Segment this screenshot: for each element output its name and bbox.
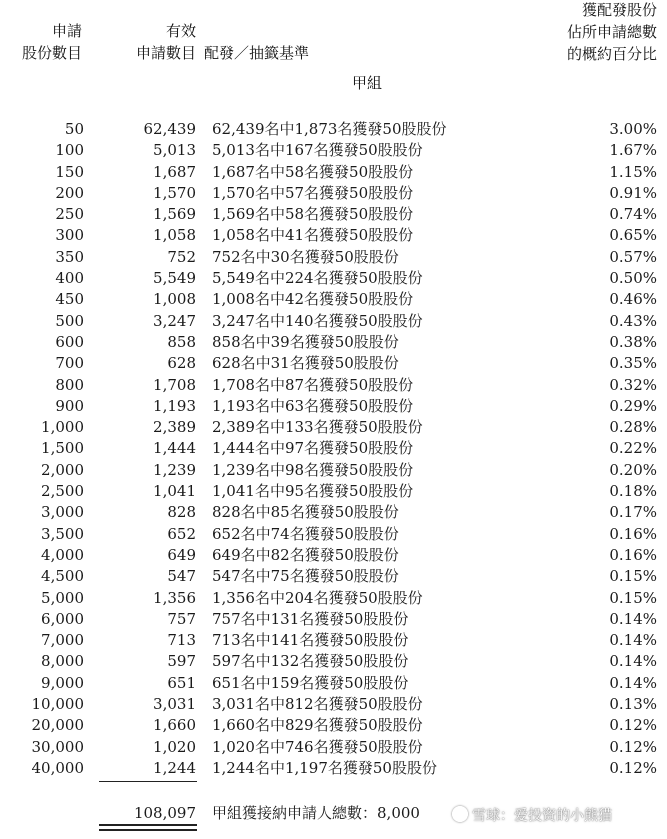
row-valid-applications: 651 <box>167 673 196 692</box>
total-accepted-applicants-label: 甲組獲接納申請人總數：8,000 <box>212 804 420 822</box>
row-valid-applications: 1,708 <box>153 375 196 394</box>
row-allotment-basis: 649名中82名獲發50股股份 <box>212 545 399 564</box>
row-allotment-percentage: 0.14% <box>609 652 657 671</box>
header-valid-line2: 申請數目 <box>135 44 196 62</box>
allotment-table-body <box>0 119 667 779</box>
row-valid-applications: 1,570 <box>153 183 196 202</box>
table-row <box>0 438 667 459</box>
row-allotment-basis: 1,058名中41名獲發50股股份 <box>212 226 414 245</box>
row-allotment-percentage: 0.13% <box>609 695 657 714</box>
row-allotment-percentage: 0.12% <box>609 758 657 777</box>
total-valid-applications: 108,097 <box>133 804 196 822</box>
total-double-rule-1 <box>99 824 197 826</box>
table-row <box>0 119 667 140</box>
row-allotment-percentage: 0.14% <box>609 609 657 628</box>
row-valid-applications: 828 <box>167 503 196 522</box>
row-applied-shares: 100 <box>55 141 84 160</box>
table-row <box>0 268 667 289</box>
row-applied-shares: 7,000 <box>41 631 84 650</box>
row-applied-shares: 800 <box>55 375 84 394</box>
row-valid-applications: 5,013 <box>153 141 196 160</box>
table-row <box>0 524 667 545</box>
row-allotment-percentage: 0.20% <box>609 460 657 479</box>
row-allotment-percentage: 0.12% <box>609 737 657 756</box>
row-allotment-percentage: 0.17% <box>609 503 657 522</box>
row-applied-shares: 8,000 <box>41 652 84 671</box>
row-valid-applications: 649 <box>167 545 196 564</box>
header-apply-shares-line1: 申請 <box>51 22 82 40</box>
row-allotment-percentage: 1.15% <box>609 162 657 181</box>
header-pct-line1: 獲配發股份 <box>581 1 657 19</box>
row-valid-applications: 1,193 <box>153 396 196 415</box>
row-applied-shares: 1,000 <box>41 418 84 437</box>
row-allotment-percentage: 0.74% <box>609 205 657 224</box>
row-allotment-basis: 5,013名中167名獲發50股股份 <box>212 141 423 160</box>
table-row <box>0 289 667 310</box>
table-row <box>0 758 667 779</box>
table-row <box>0 375 667 396</box>
table-row <box>0 715 667 736</box>
row-allotment-percentage: 0.91% <box>609 183 657 202</box>
table-row <box>0 694 667 715</box>
row-allotment-basis: 858名中39名獲發50股股份 <box>212 332 399 351</box>
table-row <box>0 417 667 438</box>
header-apply-shares <box>6 20 82 64</box>
row-allotment-basis: 652名中74名獲發50股股份 <box>212 524 399 543</box>
row-allotment-percentage: 0.16% <box>609 545 657 564</box>
row-applied-shares: 600 <box>55 332 84 351</box>
row-applied-shares: 150 <box>55 162 84 181</box>
row-allotment-basis: 2,389名中133名獲發50股股份 <box>212 418 423 437</box>
row-valid-applications: 628 <box>167 354 196 373</box>
row-applied-shares: 2,000 <box>41 460 84 479</box>
row-allotment-basis: 1,660名中829名獲發50股股份 <box>212 716 423 735</box>
watermark-text: 雪球：爱投资的小熊猫 <box>472 808 612 824</box>
row-applied-shares: 40,000 <box>31 758 84 777</box>
row-allotment-percentage: 0.57% <box>609 247 657 266</box>
table-row <box>0 630 667 651</box>
header-allotment-percentage <box>500 0 657 65</box>
row-allotment-percentage: 0.14% <box>609 673 657 692</box>
row-allotment-basis: 547名中75名獲發50股股份 <box>212 567 399 586</box>
watermark <box>452 806 612 826</box>
row-applied-shares: 30,000 <box>31 737 84 756</box>
row-allotment-percentage: 0.22% <box>609 439 657 458</box>
row-valid-applications: 757 <box>167 609 196 628</box>
row-allotment-basis: 1,444名中97名獲發50股股份 <box>212 439 414 458</box>
table-row <box>0 566 667 587</box>
group-title <box>352 72 382 94</box>
row-applied-shares: 3,000 <box>41 503 84 522</box>
row-applied-shares: 300 <box>55 226 84 245</box>
row-allotment-percentage: 0.29% <box>609 396 657 415</box>
row-allotment-percentage: 0.50% <box>609 269 657 288</box>
row-applied-shares: 350 <box>55 247 84 266</box>
row-allotment-basis: 1,239名中98名獲發50股股份 <box>212 460 414 479</box>
row-allotment-basis: 1,570名中57名獲發50股股份 <box>212 183 414 202</box>
row-allotment-percentage: 0.18% <box>609 482 657 501</box>
header-valid-line1: 有效 <box>165 22 196 40</box>
row-allotment-basis: 1,244名中1,197名獲發50股股份 <box>212 758 437 777</box>
row-valid-applications: 1,244 <box>153 758 196 777</box>
header-allotment-basis <box>204 42 309 64</box>
row-allotment-percentage: 0.15% <box>609 567 657 586</box>
row-allotment-percentage: 0.28% <box>609 418 657 437</box>
table-row <box>0 673 667 694</box>
row-applied-shares: 200 <box>55 183 84 202</box>
row-valid-applications: 597 <box>167 652 196 671</box>
row-allotment-percentage: 0.15% <box>609 588 657 607</box>
row-valid-applications: 1,687 <box>153 162 196 181</box>
header-valid-applications <box>110 20 196 64</box>
row-applied-shares: 20,000 <box>31 716 84 735</box>
row-valid-applications: 713 <box>167 631 196 650</box>
table-row <box>0 609 667 630</box>
row-allotment-percentage: 0.16% <box>609 524 657 543</box>
row-allotment-basis: 1,193名中63名獲發50股股份 <box>212 396 414 415</box>
row-applied-shares: 450 <box>55 290 84 309</box>
table-row <box>0 140 667 161</box>
row-valid-applications: 1,020 <box>153 737 196 756</box>
row-allotment-basis: 3,247名中140名獲發50股股份 <box>212 311 423 330</box>
row-applied-shares: 4,500 <box>41 567 84 586</box>
total-top-rule <box>99 781 197 782</box>
row-allotment-percentage: 0.32% <box>609 375 657 394</box>
header-pct-line2: 佔所申請總數 <box>566 23 657 41</box>
snowball-logo-icon <box>452 806 468 822</box>
row-allotment-basis: 62,439名中1,873名獲發50股股份 <box>212 120 447 138</box>
row-valid-applications: 1,008 <box>153 290 196 309</box>
row-applied-shares: 900 <box>55 396 84 415</box>
row-valid-applications: 1,444 <box>153 439 196 458</box>
row-allotment-basis: 1,569名中58名獲發50股股份 <box>212 205 414 224</box>
row-allotment-percentage: 0.14% <box>609 631 657 650</box>
row-allotment-basis: 1,356名中204名獲發50股股份 <box>212 588 423 607</box>
row-valid-applications: 858 <box>167 332 196 351</box>
row-valid-applications: 3,031 <box>153 695 196 714</box>
group-title-label: 甲組 <box>352 74 383 92</box>
table-row <box>0 460 667 481</box>
row-valid-applications: 1,041 <box>153 482 196 501</box>
table-row <box>0 396 667 417</box>
row-valid-applications: 547 <box>167 567 196 586</box>
row-allotment-basis: 1,008名中42名獲發50股股份 <box>212 290 414 309</box>
table-row <box>0 651 667 672</box>
row-allotment-basis: 713名中141名獲發50股股份 <box>212 631 409 650</box>
row-applied-shares: 6,000 <box>41 609 84 628</box>
row-applied-shares: 700 <box>55 354 84 373</box>
row-valid-applications: 1,356 <box>153 588 196 607</box>
row-allotment-basis: 752名中30名獲發50股股份 <box>212 247 399 266</box>
row-applied-shares: 1,500 <box>41 439 84 458</box>
header-pct-line3: 的概約百分比 <box>566 45 657 63</box>
row-applied-shares: 9,000 <box>41 673 84 692</box>
row-allotment-basis: 651名中159名獲發50股股份 <box>212 673 409 692</box>
row-valid-applications: 1,239 <box>153 460 196 479</box>
row-applied-shares: 50 <box>64 120 84 138</box>
table-row <box>0 737 667 758</box>
table-row <box>0 588 667 609</box>
row-valid-applications: 2,389 <box>153 418 196 437</box>
row-applied-shares: 4,000 <box>41 545 84 564</box>
row-allotment-basis: 1,708名中87名獲發50股股份 <box>212 375 414 394</box>
row-allotment-percentage: 0.65% <box>609 226 657 245</box>
row-allotment-basis: 1,041名中95名獲發50股股份 <box>212 482 414 501</box>
table-row <box>0 204 667 225</box>
row-allotment-percentage: 0.43% <box>609 311 657 330</box>
row-allotment-basis: 3,031名中812名獲發50股股份 <box>212 695 423 714</box>
row-allotment-basis: 828名中85名獲發50股股份 <box>212 503 399 522</box>
row-valid-applications: 5,549 <box>153 269 196 288</box>
row-applied-shares: 3,500 <box>41 524 84 543</box>
row-valid-applications: 1,569 <box>153 205 196 224</box>
row-allotment-percentage: 1.67% <box>609 141 657 160</box>
row-allotment-percentage: 0.46% <box>609 290 657 309</box>
row-valid-applications: 62,439 <box>143 120 196 138</box>
table-row <box>0 225 667 246</box>
header-basis-label: 配發／抽籤基準 <box>204 44 310 62</box>
header-apply-shares-line2: 股份數目 <box>21 44 82 62</box>
row-applied-shares: 2,500 <box>41 482 84 501</box>
table-row <box>0 247 667 268</box>
row-applied-shares: 10,000 <box>31 695 84 714</box>
row-valid-applications: 3,247 <box>153 311 196 330</box>
row-allotment-percentage: 0.38% <box>609 332 657 351</box>
row-allotment-basis: 5,549名中224名獲發50股股份 <box>212 269 423 288</box>
row-valid-applications: 1,660 <box>153 716 196 735</box>
table-row <box>0 183 667 204</box>
row-applied-shares: 400 <box>55 269 84 288</box>
row-allotment-basis: 1,687名中58名獲發50股股份 <box>212 162 414 181</box>
row-allotment-basis: 1,020名中746名獲發50股股份 <box>212 737 423 756</box>
row-allotment-basis: 628名中31名獲發50股股份 <box>212 354 399 373</box>
row-allotment-basis: 757名中131名獲發50股股份 <box>212 609 409 628</box>
row-applied-shares: 500 <box>55 311 84 330</box>
row-applied-shares: 250 <box>55 205 84 224</box>
table-row <box>0 162 667 183</box>
row-allotment-percentage: 3.00% <box>609 120 657 138</box>
table-row <box>0 332 667 353</box>
total-double-rule-2 <box>99 829 197 831</box>
table-row <box>0 311 667 332</box>
row-applied-shares: 5,000 <box>41 588 84 607</box>
row-valid-applications: 752 <box>167 247 196 266</box>
row-valid-applications: 652 <box>167 524 196 543</box>
table-row <box>0 545 667 566</box>
row-valid-applications: 1,058 <box>153 226 196 245</box>
table-row <box>0 353 667 374</box>
row-allotment-basis: 597名中132名獲發50股股份 <box>212 652 409 671</box>
table-row <box>0 502 667 523</box>
row-allotment-percentage: 0.12% <box>609 716 657 735</box>
table-row <box>0 481 667 502</box>
row-allotment-percentage: 0.35% <box>609 354 657 373</box>
